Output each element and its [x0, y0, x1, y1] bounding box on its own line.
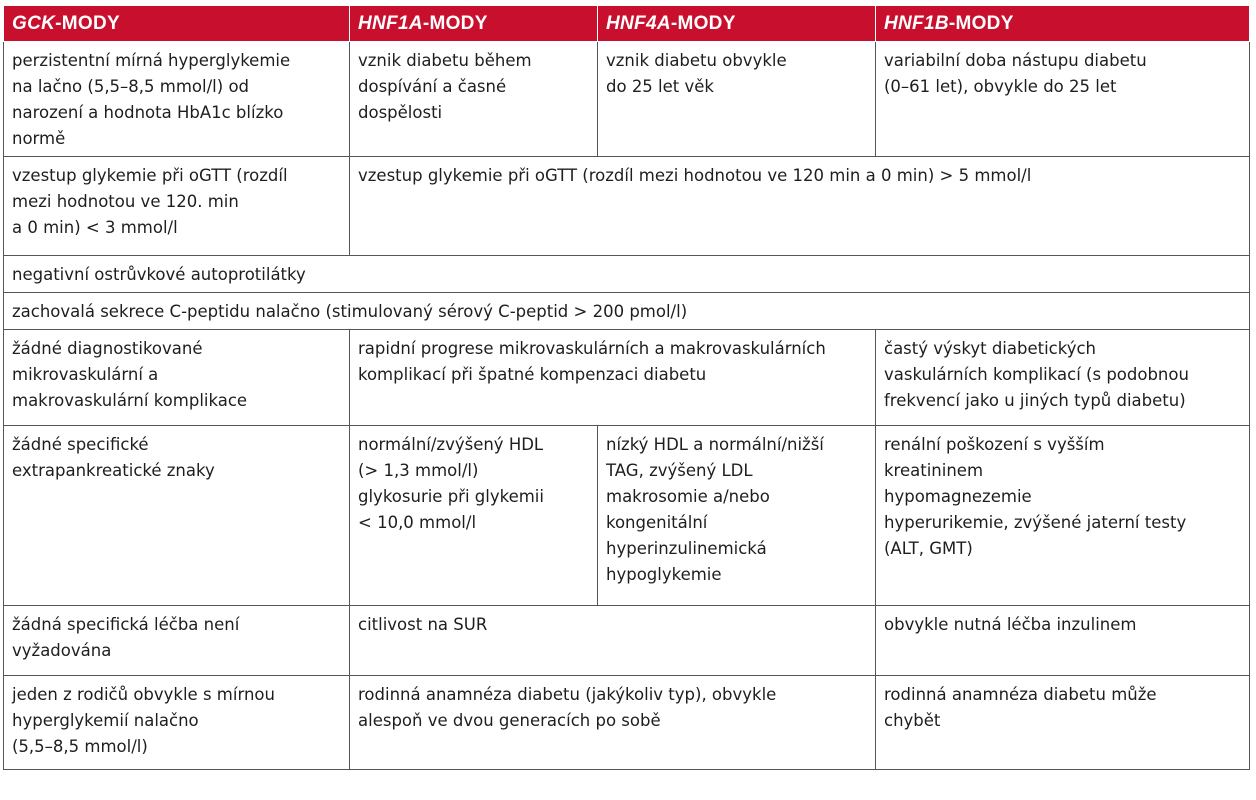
cell-gck [4, 676, 350, 770]
cell-hnf1b [876, 676, 1250, 770]
table-row [4, 426, 1250, 606]
header-gene: GCK [12, 12, 56, 34]
cell-hnf1b [876, 426, 1250, 606]
cell-hnf1b [876, 606, 1250, 676]
cell-hnf1a-hnf4a [350, 676, 876, 770]
cell-line: obvykle nutná léčba inzulinem [884, 615, 1137, 634]
cell-line: vaskulárních komplikací (s podobnou [884, 365, 1189, 384]
cell-line: vzestup glykemie při oGTT (rozdíl mezi hodnotou ve 120 min a 0 min) > 5 mmol/l [358, 166, 1032, 185]
cell-line: kongenitální [606, 513, 708, 532]
cell-line: častý výskyt diabetických [884, 339, 1097, 358]
table-row [4, 157, 1250, 256]
cell-hnf4a [598, 426, 876, 606]
cell-line: žádná specifická léčba není [12, 615, 240, 634]
cell-line: hypomagnezemie [884, 487, 1032, 506]
cell-line: komplikací při špatné kompenzaci diabetu [358, 365, 707, 384]
cell-line: variabilní doba nástupu diabetu [884, 51, 1147, 70]
header-suffix: -MODY [670, 12, 736, 34]
cell-line: nízký HDL a normální/nižší [606, 435, 824, 454]
header-gck [4, 6, 350, 42]
cell-line: extrapankreatické znaky [12, 461, 215, 480]
cell-line: alespoň ve dvou generacích po sobě [358, 711, 661, 730]
header-hnf1a [350, 6, 598, 42]
cell-line: mezi hodnotou ve 120. min [12, 192, 239, 211]
header-hnf4a [598, 6, 876, 42]
cell-line: makrovaskulární komplikace [12, 391, 248, 410]
table-row [4, 293, 1250, 330]
cell-line: TAG, zvýšený LDL [606, 461, 753, 480]
cell-line: jeden z rodičů obvykle s mírnou [12, 685, 275, 704]
cell-hnf1a [350, 42, 598, 157]
cell-line: glykosurie při glykemii [358, 487, 544, 506]
cell-line: a 0 min) < 3 mmol/l [12, 218, 178, 237]
cell-line: frekvencí jako u jiných typů diabetu) [884, 391, 1186, 410]
cell-line: rapidní progrese mikrovaskulárních a makrovaskulárních [358, 339, 826, 358]
cell-line: kreatininem [884, 461, 984, 480]
table-row [4, 256, 1250, 293]
cell-gck [4, 426, 350, 606]
cell-line: žádné specifické [12, 435, 149, 454]
cell-line: (5,5–8,5 mmol/l) [12, 737, 148, 756]
cell-gck [4, 157, 350, 256]
cell-line: na lačno (5,5–8,5 mmol/l) od [12, 77, 250, 96]
cell-all [4, 256, 1250, 293]
cell-line: vyžadována [12, 641, 112, 660]
cell-line: perzistentní mírná hyperglykemie [12, 51, 291, 70]
cell-gck [4, 606, 350, 676]
cell-line: makrosomie a/nebo [606, 487, 770, 506]
table-row [4, 42, 1250, 157]
header-gene: HNF1A [358, 12, 423, 34]
cell-hnf1b [876, 42, 1250, 157]
cell-hnf1a-hnf4a [350, 606, 876, 676]
cell-line: zachovalá sekrece C-peptidu nalačno (stimulovaný sérový C-peptid > 200 pmol/l) [12, 302, 688, 321]
cell-line: hyperurikemie, zvýšené jaterní testy [884, 513, 1187, 532]
cell-hnf1a-hnf4a [350, 330, 876, 426]
cell-line: vznik diabetu během [358, 51, 532, 70]
cell-line: normální/zvýšený HDL [358, 435, 544, 454]
cell-hnf1a [350, 426, 598, 606]
cell-line: hyperglykemií nalačno [12, 711, 199, 730]
cell-all [4, 293, 1250, 330]
table-row [4, 330, 1250, 426]
header-suffix: -MODY [55, 12, 120, 34]
table-row [4, 676, 1250, 770]
cell-line: dospělosti [358, 103, 443, 122]
header-row [4, 6, 1250, 42]
cell-line: žádné diagnostikované [12, 339, 203, 358]
header-gene: HNF1B [884, 12, 949, 34]
cell-line: rodinná anamnéza diabetu může [884, 685, 1157, 704]
cell-gck [4, 42, 350, 157]
header-gene: HNF4A [606, 12, 671, 34]
cell-hnf4a [598, 42, 876, 157]
cell-line: (0–61 let), obvykle do 25 let [884, 77, 1117, 96]
header-suffix: -MODY [948, 12, 1014, 34]
cell-gck [4, 330, 350, 426]
cell-line: do 25 let věk [606, 77, 714, 96]
cell-hnf1b [876, 330, 1250, 426]
cell-line: normě [12, 129, 66, 148]
cell-line: < 10,0 mmol/l [358, 513, 477, 532]
mody-comparison-table [3, 5, 1250, 770]
cell-line: (ALT, GMT) [884, 539, 973, 558]
cell-line: mikrovaskulární a [12, 365, 159, 384]
table-row [4, 606, 1250, 676]
cell-line: hyperinzulinemická [606, 539, 767, 558]
cell-line: rodinná anamnéza diabetu (jakýkoliv typ), obvykle [358, 685, 777, 704]
cell-line: chybět [884, 711, 941, 730]
cell-line: vznik diabetu obvykle [606, 51, 787, 70]
cell-line: negativní ostrůvkové autoprotilátky [12, 265, 306, 284]
cell-line: narození a hodnota HbA1c blízko [12, 103, 284, 122]
header-hnf1b [876, 6, 1250, 42]
cell-line: vzestup glykemie při oGTT (rozdíl [12, 166, 288, 185]
cell-line: (> 1,3 mmol/l) [358, 461, 479, 480]
cell-hnf1a-hnf4a-hnf1b [350, 157, 1250, 256]
cell-line: hypoglykemie [606, 565, 722, 584]
cell-line: dospívání a časné [358, 77, 507, 96]
cell-line: citlivost na SUR [358, 615, 488, 634]
header-suffix: -MODY [422, 12, 488, 34]
cell-line: renální poškození s vyšším [884, 435, 1105, 454]
